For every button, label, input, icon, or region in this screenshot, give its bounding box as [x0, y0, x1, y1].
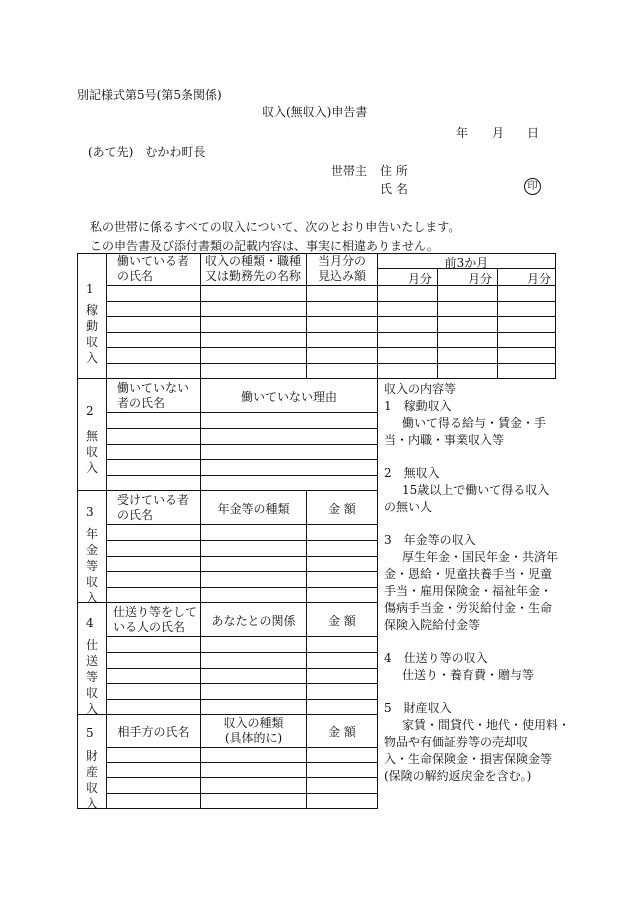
form-number: 別記様式第5号(第5条関係)	[77, 88, 222, 102]
date-month-label: 月	[492, 126, 505, 140]
note-5-body: 家賃・間貸代・地代・使用料・ 物品や有価証券等の売却収 入・生命保険金・損害保険金等 (保険の解約返戻金を含む。)	[384, 718, 571, 783]
note-1-head: 1 稼動収入	[384, 399, 452, 413]
s1-col-estimate-header: 当月分の 見込み額	[317, 254, 366, 283]
section-3-number: 3	[86, 505, 94, 519]
note-1-body: 働いて得る給与・賃金・手 当・内職・事業収入等	[384, 416, 547, 447]
section-3-label: 年 金 等 収 入	[85, 527, 98, 605]
household-head-label: 世帯主	[331, 164, 368, 178]
section-5-number: 5	[86, 726, 94, 740]
name-label: 氏 名	[380, 182, 408, 196]
note-5-head: 5 財産収入	[384, 701, 452, 715]
date-day-label: 日	[527, 126, 540, 140]
note-3-head: 3 年金等の収入	[384, 533, 476, 547]
note-4-body: 仕送り・養育費・贈与等	[402, 668, 535, 682]
section-1-label: 稼 動 収 入	[85, 303, 98, 365]
s1-col-type-header: 収入の種類・職種 又は勤務先の名称	[205, 254, 302, 283]
section-4-number: 4	[86, 616, 94, 630]
statement-line-2: この申告書及び添付書類の記載内容は、事実に相違ありません。	[90, 239, 439, 253]
s4-col-amount-header: 金 額	[328, 614, 356, 628]
s1-col-prev3months-header: 前3か月	[444, 256, 489, 270]
s1-month-3: 月分	[527, 272, 552, 286]
seal-mark: 印	[524, 178, 541, 195]
section-2-number: 2	[86, 404, 94, 418]
s4-col-name-header: 仕送り等をして いる人の氏名	[113, 605, 198, 634]
statement-line-1: 私の世帯に係るすべての収入について、次のとおり申告いたします。	[90, 220, 461, 234]
s1-month-1: 月分	[408, 272, 433, 286]
form-title: 収入(無収入)申告書	[262, 105, 368, 119]
note-2-head: 2 無収入	[384, 466, 440, 480]
section-5-label: 財 産 収 入	[85, 749, 98, 811]
notes-heading: 収入の内容等	[384, 382, 457, 396]
section-2-label: 無 収 入	[85, 429, 98, 475]
s2-col-reason-header: 働いていない理由	[240, 390, 337, 404]
address-label: 住 所	[380, 164, 408, 178]
s3-col-amount-header: 金 額	[328, 502, 356, 516]
s3-col-pension-type-header: 年金等の種類	[217, 502, 290, 516]
addressee: (あて先) むかわ町長	[88, 145, 206, 159]
s5-col-income-type-header: 収入の種類 (具体的に)	[223, 716, 284, 745]
s4-col-relationship-header: あなたとの関係	[211, 614, 296, 628]
section-1-number: 1	[86, 282, 94, 296]
s5-col-amount-header: 金 額	[328, 725, 356, 739]
note-2-body: 15歳以上で働いて得る収入 の無い人	[384, 483, 550, 514]
note-3-body: 厚生年金・国民年金・共済年 金・恩給・児童扶養手当・児童 手当・雇用保険金・福祉年金・ 傷病手当金・労災給付金・生命 保険入院給付金等	[384, 550, 559, 632]
income-notes	[384, 381, 570, 785]
note-4-head: 4 仕送り等の収入	[384, 651, 488, 665]
s3-col-name-header: 受けている者 の氏名	[117, 493, 190, 522]
s1-month-2: 月分	[468, 272, 493, 286]
s2-col-name-header: 働いていない 者の氏名	[117, 381, 190, 410]
section-4-label: 仕 送 等 収 入	[85, 638, 98, 716]
date-year-label: 年	[456, 126, 469, 140]
s1-col-name-header: 働いている者 の氏名	[117, 254, 190, 283]
s5-col-name-header: 相手方の氏名	[117, 725, 190, 739]
